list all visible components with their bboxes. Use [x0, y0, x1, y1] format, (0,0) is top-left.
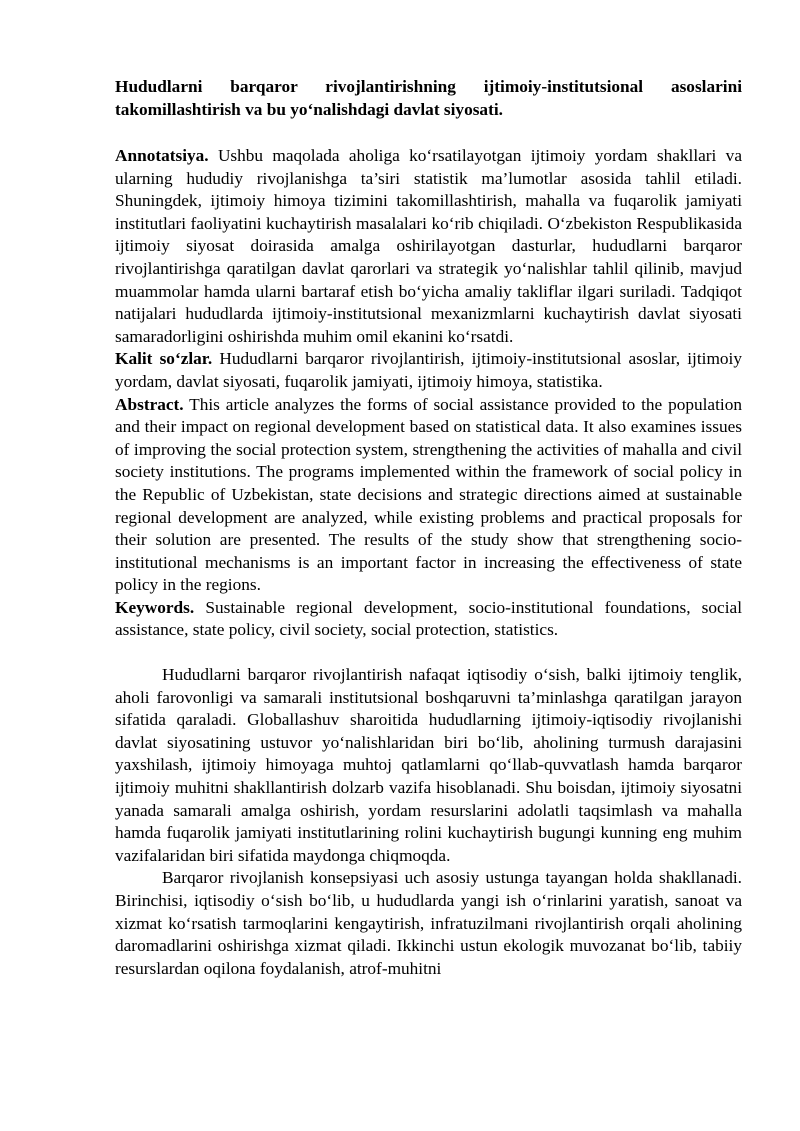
keywords-uz-label: Kalit so‘zlar.	[115, 349, 213, 369]
abstract-label: Abstract.	[115, 394, 184, 414]
abstract-text: This article analyzes the forms of social assistance provided to the population and their impact on regional development based on statistical data. It also examines issues of improving the social protection system, strengthening the activities of mahalla and civil society institutions. The programs implemented within the framework of social policy in the Republic of Uzbekistan, state decisions and strategic directions aimed at sustainable regional development are analyzed, while existing problems and practical proposals for their solution are presented. The results of the study show that strengthening socio-institutional mechanisms is an important factor in increasing the effectiveness of state policy in the regions.	[115, 394, 742, 595]
annotation-text: Ushbu maqolada aholiga ko‘rsatilayotgan ijtimoiy yordam shakllari va ularning hududiy rivojlanishga ta’siri statistik ma’lumotlar asosida tahlil etiladi. Shuningdek, ijtimoiy himoya tizimini takomillashtirish, mahalla va fuqarolik jamiyati institutlari faoliyatini kuchaytirish masalalari ko‘rib chiqiladi. O‘zbekiston Respublikasida ijtimoiy siyosat doirasida amalga oshirilayotgan dasturlar, hududlarni barqaror rivojlantirishga qaratilgan davlat qarorlari va strategik yo‘nalishlar tahlil qilinib, mavjud muammolar hamda ularni bartaraf etish bo‘yicha amaliy takliflar ilgari suriladi. Tadqiqot natijalari hududlarda ijtimoiy-institutsional mexanizmlarni kuchaytirish davlat siyosati samaradorligini oshirishda muhim omil ekanini ko‘rsatdi.	[115, 146, 742, 346]
article-title: Hududlarni barqaror rivojlantirishning ijtimoiy-institutsional asoslarini takomillashtirish va bu yo‘nalishdagi davlat siyosati.	[115, 77, 742, 119]
abstract-paragraph	[115, 394, 742, 597]
keywords-en-paragraph	[115, 597, 742, 642]
annotation-label: Annotatsiya.	[115, 146, 209, 165]
keywords-en-text: Sustainable regional development, socio-institutional foundations, social assistance, state policy, civil society, social protection, statistics.	[115, 597, 742, 640]
annotation-paragraph	[115, 145, 742, 348]
body-paragraph-1: Hududlarni barqaror rivojlantirish nafaqat iqtisodiy o‘sish, balki ijtimoiy tenglik, aholi farovonligi va samarali institutsional boshqaruvni ta’minlashga qaratilgan jarayon sifatida qaraladi. Globallashuv sharoitida hududlarning ijtimoiy-iqtisodiy rivojlanishi davlat siyosatining ustuvor yo‘nalishlaridan biri bo‘lib, aholining turmush darajasini yaxshilash, ijtimoiy himoyaga muhtoj qatlamlarni qo‘llab-quvvatlash hamda barqaror ijtimoiy muhitni shakllantirish dolzarb vazifa hisoblanadi. Shu boisdan, ijtimoiy siyosatni yanada samarali amalga oshirish, yordam resurslarini adolatli taqsimlash va mahalla hamda fuqarolik jamiyati institutlarining rolini kuchaytirish bugungi kunning eng muhim vazifalaridan biri sifatida maydonga chiqmoqda.	[115, 665, 742, 865]
section-spacer	[115, 642, 742, 664]
keywords-uz-text: Hududlarni barqaror rivojlantirish, ijtimoiy-institutsional asoslar, ijtimoiy yordam, davlat siyosati, fuqarolik jamiyati, ijtimoiy himoya, statistika.	[115, 349, 742, 391]
body-paragraph-2: Barqaror rivojlanish konsepsiyasi uch asosiy ustunga tayangan holda shakllanadi. Birinchisi, iqtisodiy o‘sish bo‘lib, u hududlarda yangi ish o‘rinlarini yaratish, sanoat va xizmat ko‘rsatish tarmoqlarini kengaytirish, infratuzilmani rivojlantirish orqali aholining daromadlarini oshirishga xizmat qiladi. Ikkinchi ustun ekologik muvozanat bo‘lib, tabiiy resurslardan oqilona foydalanish, atrof-muhitni	[115, 868, 742, 978]
keywords-uz-paragraph	[115, 348, 742, 393]
keywords-en-label: Keywords.	[115, 597, 195, 617]
